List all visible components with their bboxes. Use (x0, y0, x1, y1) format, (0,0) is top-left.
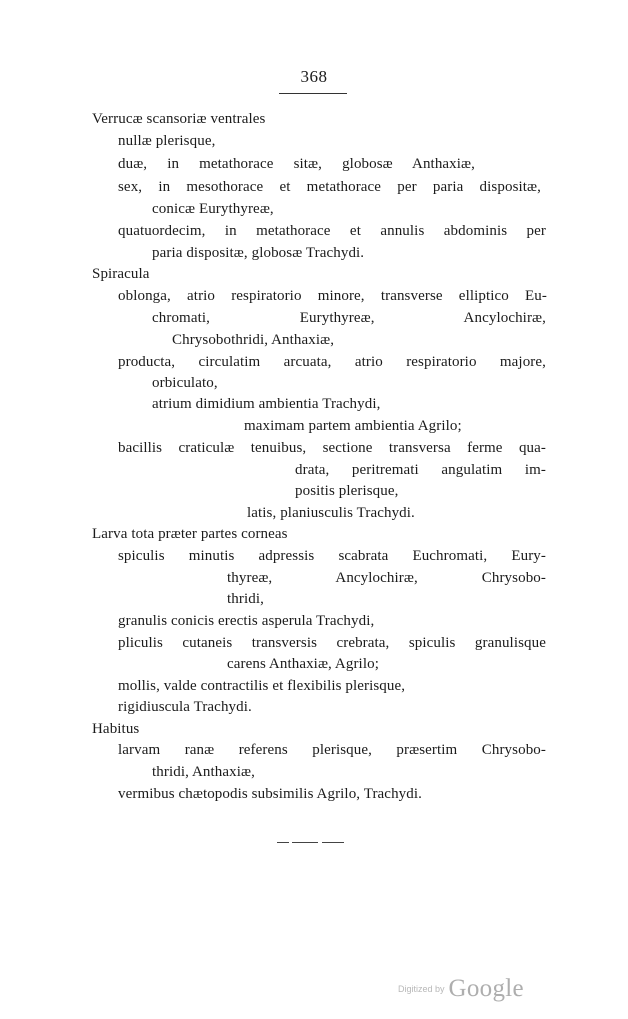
text-line: larvam ranæ referens plerisque, præsertim Chrysobo- (118, 742, 546, 758)
text-line: paria dispositæ, globosæ Trachydi. (152, 245, 365, 261)
text-line: carens Anthaxiæ, Agrilo; (227, 656, 379, 672)
text-line: sex, in mesothorace et metathorace per paria dispositæ, (118, 179, 541, 195)
text-line: thridi, (227, 591, 264, 607)
text-line: rigidiuscula Trachydi. (118, 699, 252, 715)
text-line: oblonga, atrio respiratorio minore, transverse elliptico Eu- (118, 288, 547, 304)
text-line: thridi, Anthaxiæ, (152, 764, 255, 780)
text-line: spiculis minutis adpressis scabrata Euchromati, Eury- (118, 548, 546, 564)
text-line: quatuordecim, in metathorace et annulis abdominis per (118, 223, 546, 239)
text-line: bacillis craticulæ tenuibus, sectione transversa ferme qua- (118, 440, 546, 456)
watermark-logo-text: Google (448, 975, 524, 1002)
text-line: atrium dimidium ambientia Trachydi, (152, 396, 381, 412)
text-line: drata, peritremati angulatim im- (295, 462, 546, 478)
text-line: latis, planiusculis Trachydi. (247, 505, 415, 521)
text-line: Spiracula (92, 266, 150, 282)
text-line: granulis conicis erectis asperula Trachydi, (118, 613, 375, 629)
text-line: duæ, in metathorace sitæ, globosæ Anthaxiæ, (118, 156, 475, 172)
text-line: mollis, valde contractilis et flexibilis plerisque, (118, 678, 406, 694)
text-line: maximam partem ambientia Agrilo; (244, 418, 462, 434)
text-line: Chrysobothridi, Anthaxiæ, (172, 332, 335, 348)
text-line: thyreæ, Ancylochiræ, Chrysobo- (227, 570, 546, 586)
text-line: conicæ Eurythyreæ, (152, 201, 274, 217)
watermark-small-text: Digitized by (398, 984, 445, 994)
text-line: Larva tota præter partes corneas (92, 526, 288, 542)
text-line: producta, circulatim arcuata, atrio respiratorio majore, (118, 354, 546, 370)
google-watermark (398, 975, 528, 1005)
text-line: pliculis cutaneis transversis crebrata, spiculis granulisque (118, 635, 546, 651)
text-line: positis plerisque, (295, 483, 399, 499)
text-line: Habitus (92, 721, 140, 737)
page-number: 368 (300, 67, 328, 86)
text-line: chromati, Eurythyreæ, Ancylochiræ, (152, 310, 546, 326)
page-number-rule (279, 93, 347, 94)
text-line: orbiculato, (152, 375, 218, 391)
text-line: vermibus chætopodis subsimilis Agrilo, Trachydi. (118, 786, 422, 802)
text-line: Verrucæ scansoriæ ventrales (92, 111, 266, 127)
text-line: nullæ plerisque, (118, 133, 216, 149)
